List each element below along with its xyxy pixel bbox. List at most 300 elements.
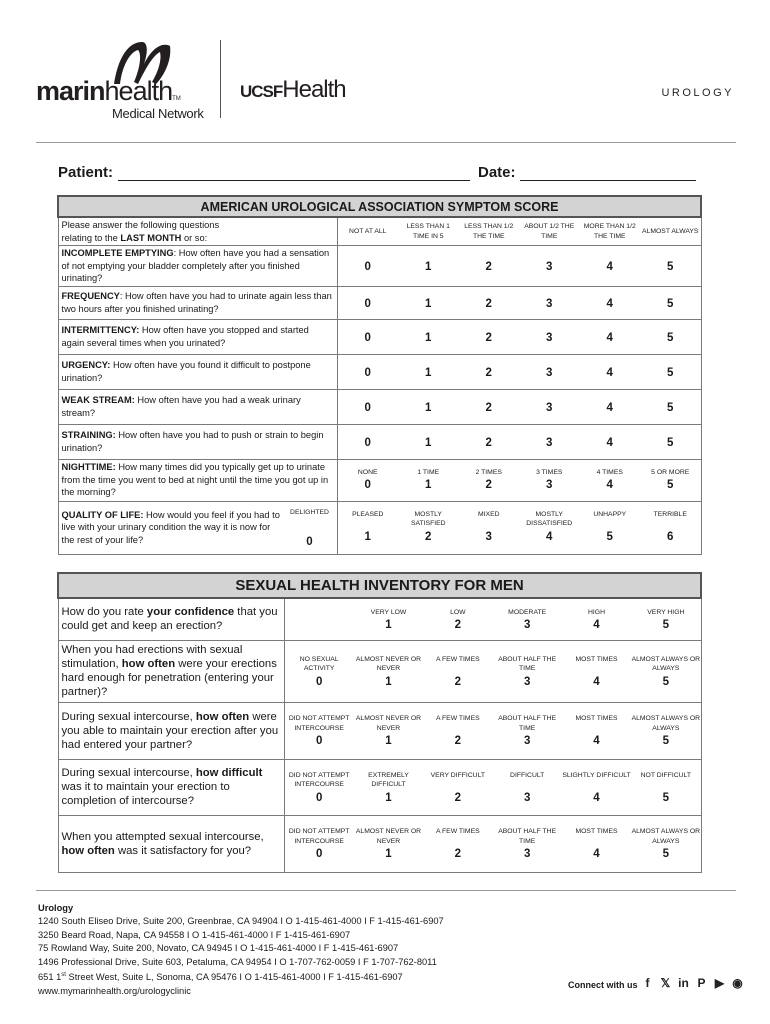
option-label: PLEASED — [352, 510, 384, 518]
option-label: A FEW TIMES — [435, 828, 480, 835]
question-body: During sexual intercourse, — [61, 710, 196, 723]
shim-question-row — [58, 702, 701, 759]
score-option[interactable] — [285, 709, 354, 752]
option-label: MOST TIMES — [575, 715, 618, 722]
option-label: LESS THAN 1/2 THE TIME — [464, 223, 514, 240]
question-body: How many times did you typically get up to urinate from the time you went to bed at night until the time you got up in the morning? — [61, 462, 329, 498]
youtube-icon[interactable]: ▶ — [714, 976, 725, 990]
score-options — [284, 702, 701, 759]
score-value: 1 — [385, 619, 392, 631]
score-option[interactable] — [580, 400, 641, 414]
option-label: ALMOST NEVER OR NEVER — [355, 715, 422, 732]
score-option[interactable] — [519, 259, 580, 273]
score-option[interactable] — [354, 766, 423, 809]
question-term: URGENCY: — [61, 360, 111, 370]
score-option[interactable] — [423, 709, 492, 752]
score-option[interactable] — [640, 259, 701, 273]
score-value: 4 — [593, 735, 600, 747]
option-header — [398, 222, 459, 241]
score-value: 3 — [546, 331, 553, 344]
aua-header-options — [337, 217, 701, 246]
option-label: 1 TIME — [417, 468, 440, 476]
aua-symptom-score-table — [57, 195, 702, 555]
score-value: 1 — [425, 260, 432, 273]
score-option[interactable] — [423, 605, 492, 635]
footer-divider — [36, 890, 736, 891]
podcast-icon[interactable]: ◉ — [732, 976, 743, 990]
option-label: MOST TIMES — [575, 828, 618, 835]
option-label: NOT AT ALL — [349, 227, 387, 235]
score-value: 3 — [485, 530, 492, 543]
facebook-icon[interactable]: f — [645, 976, 650, 990]
option-label: ALMOST ALWAYS OR ALWAYS — [631, 655, 701, 672]
score-value: 3 — [546, 297, 553, 310]
question-term: NIGHTTIME: — [61, 462, 116, 473]
score-option[interactable] — [459, 400, 520, 414]
question-emphasis: how difficult — [195, 767, 263, 779]
option-label: ALMOST NEVER OR NEVER — [355, 655, 422, 672]
partner-logo: UCSFHealth — [240, 76, 346, 103]
score-options — [284, 759, 701, 815]
score-value: 5 — [662, 675, 670, 688]
score-option[interactable] — [354, 822, 423, 865]
option-label: A FEW TIMES — [435, 655, 480, 663]
option-label: MIXED — [477, 510, 500, 518]
score-option[interactable] — [285, 766, 354, 809]
question-body: How do you rate — [61, 606, 147, 619]
option-label: DIFFICULT — [510, 771, 545, 779]
question-body: : How often have you had to urinate again less than two hours after you finished urinating? — [61, 291, 332, 314]
question-text — [58, 640, 284, 702]
score-option[interactable] — [631, 605, 700, 635]
score-value: 1 — [385, 848, 392, 860]
score-value: 2 — [485, 297, 492, 310]
score-value: 4 — [593, 848, 600, 860]
score-option[interactable] — [285, 822, 354, 865]
score-value: 5 — [662, 791, 670, 804]
option-label: DID NOT ATTEMPT INTERCOURSE — [288, 828, 350, 845]
option-label: VERY LOW — [370, 608, 407, 616]
score-option[interactable] — [519, 508, 580, 548]
score-value: 1 — [425, 297, 432, 310]
option-label: UNHAPPY — [593, 510, 627, 518]
score-value: 4 — [606, 366, 613, 379]
shim-title: SEXUAL HEALTH INVENTORY FOR MEN — [58, 573, 701, 598]
question-emphasis: how often — [195, 710, 250, 723]
address-line: 651 1st Street West, Suite L, Sonoma, CA 95476 I O 1-415-461-4000 I F 1-415-461-6907 — [38, 972, 403, 983]
option-label: ABOUT HALF THE TIME — [498, 655, 557, 672]
score-option[interactable] — [640, 296, 701, 310]
score-value: 2 — [454, 619, 462, 631]
score-value: 4 — [606, 436, 613, 449]
aua-question-row — [58, 319, 701, 354]
question-body: During sexual intercourse, — [61, 767, 196, 779]
score-option[interactable] — [631, 822, 700, 865]
score-value: 2 — [425, 530, 432, 543]
score-value: 5 — [667, 436, 674, 449]
score-option[interactable] — [519, 400, 580, 414]
question-body: was it satisfactory for you? — [114, 844, 252, 857]
score-option[interactable] — [338, 465, 399, 496]
score-option[interactable] — [562, 766, 631, 809]
aua-question-row — [58, 389, 701, 424]
option-label: ALMOST ALWAYS — [642, 227, 699, 235]
score-value: 5 — [667, 260, 674, 273]
address-line: 1240 South Eliseo Drive, Suite 200, Greenbrae, CA 94904 I O 1-415-461-4000 I F 1-415-461-6907 — [38, 916, 444, 927]
score-option[interactable] — [580, 330, 641, 344]
score-option[interactable] — [562, 605, 631, 635]
score-option[interactable] — [562, 709, 631, 752]
footer-addresses — [38, 902, 444, 998]
score-value: 3 — [523, 735, 531, 747]
score-value: 1 — [425, 331, 432, 344]
score-option[interactable] — [519, 435, 580, 449]
score-value: 5 — [667, 479, 674, 492]
option-label: MOST TIMES — [575, 655, 618, 663]
option-label: 2 TIMES — [475, 468, 502, 476]
option-label: LESS THAN 1 TIME IN 5 — [406, 223, 450, 240]
score-option[interactable] — [354, 709, 423, 752]
score-value: 4 — [606, 331, 613, 344]
question-body: How would you feel if you had to live with your urinary condition the way it is now for the rest of your life? — [61, 509, 280, 545]
question-text — [58, 354, 337, 389]
score-option[interactable] — [398, 400, 459, 414]
shim-question-row — [58, 815, 701, 872]
score-value: 0 — [364, 436, 371, 449]
score-value: 3 — [546, 260, 553, 273]
brand-subtitle: Medical Network — [112, 106, 204, 121]
score-value: 0 — [364, 401, 371, 414]
aua-intro: Please answer the following questions relating to the LAST MONTH or so: — [58, 217, 337, 246]
question-body: were you able to maintain your erection after you had entered your partner? — [61, 710, 279, 751]
score-option[interactable] — [423, 822, 492, 865]
score-option[interactable] — [398, 365, 459, 379]
score-value: 2 — [485, 366, 492, 379]
score-option[interactable] — [398, 296, 459, 310]
department-label: UROLOGY — [661, 87, 734, 99]
option-label: MODERATE — [508, 608, 547, 616]
address-line: 75 Rowland Way, Suite 200, Novato, CA 94945 I O 1-415-461-4000 I F 1-415-461-6907 — [38, 943, 399, 954]
aua-question-row — [58, 424, 701, 459]
question-text — [58, 459, 337, 501]
score-option[interactable] — [459, 365, 520, 379]
aua-quality-row — [58, 501, 701, 554]
score-value: 1 — [385, 791, 392, 804]
score-value: 0 — [315, 735, 323, 747]
question-body: How often have you had to push or strain to begin urination? — [61, 430, 324, 453]
twitter-icon[interactable]: 𝕏 — [660, 976, 671, 990]
option-label: 3 TIMES — [536, 468, 563, 476]
score-option[interactable] — [423, 766, 492, 809]
score-value: 2 — [454, 675, 462, 688]
score-value: 3 — [523, 848, 531, 860]
score-options — [284, 598, 701, 640]
aua-nighttime-row — [58, 459, 701, 501]
option-label: A FEW TIMES — [435, 715, 480, 722]
question-text — [58, 424, 337, 459]
question-text — [58, 759, 284, 815]
question-body: How often have you stopped and started again several times when you urinated? — [61, 325, 309, 348]
score-option[interactable] — [519, 330, 580, 344]
brand-wordmark: marinhealthTM — [36, 76, 181, 106]
question-text — [58, 389, 337, 424]
score-option[interactable] — [580, 465, 641, 496]
score-option[interactable] — [580, 508, 641, 548]
option-label: ABOUT HALF THE TIME — [498, 828, 557, 845]
score-option[interactable] — [459, 465, 520, 496]
score-option[interactable] — [640, 435, 701, 449]
score-value: 0 — [364, 260, 371, 273]
option-header — [640, 222, 701, 241]
score-value: 1 — [385, 735, 392, 747]
score-value: 0 — [364, 331, 371, 344]
score-option[interactable] — [423, 650, 492, 693]
score-value: 1 — [364, 530, 371, 543]
score-option[interactable] — [519, 296, 580, 310]
score-value: 2 — [454, 791, 462, 804]
option-label: HIGH — [587, 608, 605, 616]
score-option — [285, 605, 354, 635]
score-value: 1 — [425, 436, 432, 449]
score-value: 5 — [667, 297, 674, 310]
option-label: SLIGHTLY DIFFICULT — [562, 771, 631, 779]
score-option[interactable] — [493, 822, 562, 865]
shim-table — [57, 572, 702, 873]
question-term: QUALITY OF LIFE: — [61, 509, 144, 520]
patient-field[interactable] — [118, 180, 470, 181]
score-option[interactable] — [459, 259, 520, 273]
score-value: 5 — [606, 530, 613, 543]
date-field[interactable] — [520, 180, 696, 181]
option-label: DID NOT ATTEMPT INTERCOURSE — [288, 715, 350, 732]
score-option[interactable] — [285, 650, 354, 693]
option-label: MOSTLY SATISFIED — [410, 510, 446, 527]
score-options — [337, 459, 701, 501]
linkedin-icon[interactable]: in — [678, 976, 689, 990]
option-label: ABOUT HALF THE TIME — [498, 715, 557, 732]
score-option[interactable] — [398, 508, 459, 548]
question-text — [58, 501, 337, 554]
option-label: NONE — [357, 468, 378, 476]
aua-question-row — [58, 286, 701, 319]
score-option[interactable] — [338, 508, 399, 548]
header-divider — [36, 142, 736, 143]
score-option[interactable] — [338, 259, 399, 273]
score-value: 5 — [667, 331, 674, 344]
option-label: 4 TIMES — [596, 468, 623, 476]
pinterest-icon[interactable]: P — [697, 976, 706, 990]
score-value: 5 — [662, 735, 670, 747]
score-option[interactable] — [354, 605, 423, 635]
option-label: NOT DIFFICULT — [640, 771, 691, 779]
option-label: NO SEXUAL ACTIVITY — [299, 655, 339, 672]
question-emphasis: how often — [121, 658, 176, 670]
score-value: 2 — [485, 401, 492, 414]
option-label: DID NOT ATTEMPT INTERCOURSE — [288, 771, 350, 788]
score-option[interactable] — [631, 766, 700, 809]
score-option[interactable] — [493, 605, 562, 635]
score-value: 3 — [523, 619, 531, 631]
score-option[interactable] — [459, 435, 520, 449]
score-value: 4 — [606, 297, 613, 310]
score-value: 0 — [364, 366, 371, 379]
score-option[interactable] — [562, 822, 631, 865]
option-header — [459, 222, 520, 241]
score-option[interactable] — [580, 435, 641, 449]
aua-title: AMERICAN UROLOGICAL ASSOCIATION SYMPTOM SCORE — [58, 196, 701, 217]
social-links — [640, 976, 745, 991]
option-label: MOSTLY DISSATISFIED — [526, 510, 573, 527]
score-option[interactable] — [519, 465, 580, 496]
option-label: VERY DIFFICULT — [430, 771, 486, 779]
score-value: 0 — [364, 297, 371, 310]
score-option[interactable] — [493, 766, 562, 809]
score-option[interactable] — [631, 650, 700, 693]
score-option[interactable] — [338, 296, 399, 310]
score-value: 4 — [606, 401, 613, 414]
question-text — [58, 702, 284, 759]
score-option[interactable] — [338, 435, 399, 449]
score-value: 0 — [306, 536, 313, 548]
option-label: TERRIBLE — [653, 510, 687, 518]
question-term: FREQUENCY — [61, 291, 120, 301]
score-options — [337, 389, 701, 424]
date-label: Date: — [478, 164, 516, 181]
score-value: 3 — [546, 436, 553, 449]
score-value: 2 — [454, 848, 462, 860]
shim-question-row — [58, 759, 701, 815]
score-option[interactable] — [283, 502, 337, 554]
score-option[interactable] — [493, 709, 562, 752]
question-body: When you had erections with sexual stimulation, — [61, 644, 243, 670]
score-value: 2 — [485, 479, 492, 492]
score-option[interactable] — [519, 365, 580, 379]
question-term: INCOMPLETE EMPTYING — [61, 248, 174, 258]
question-text — [58, 286, 337, 319]
score-option[interactable] — [640, 365, 701, 379]
address-line: 3250 Beard Road, Napa, CA 94558 I O 1-415-461-4000 I F 1-415-461-6907 — [38, 929, 351, 940]
option-label: 5 OR MORE — [651, 468, 690, 476]
score-value: 3 — [546, 479, 553, 492]
score-options — [284, 815, 701, 872]
score-value: 3 — [546, 366, 553, 379]
score-option[interactable] — [338, 330, 399, 344]
option-label: ALMOST NEVER OR NEVER — [355, 828, 422, 845]
score-value: 1 — [425, 479, 432, 492]
address-line: 1496 Professional Drive, Suite 603, Petaluma, CA 94954 I O 1-707-762-0059 I F 1-707-762-8011 — [38, 956, 437, 967]
score-option[interactable] — [580, 296, 641, 310]
score-value: 4 — [606, 260, 613, 273]
score-value: 5 — [662, 848, 670, 860]
question-text — [58, 246, 337, 287]
option-label: DELIGHTED — [290, 508, 329, 516]
score-option[interactable] — [338, 365, 399, 379]
score-option[interactable] — [562, 650, 631, 693]
score-value: 1 — [425, 401, 432, 414]
score-value: 1 — [425, 366, 432, 379]
score-value: 3 — [546, 401, 553, 414]
score-value: 4 — [606, 479, 613, 492]
score-value: 4 — [546, 530, 553, 543]
score-value: 5 — [667, 401, 674, 414]
score-option[interactable] — [459, 508, 520, 548]
shim-question-row — [58, 640, 701, 702]
option-header — [580, 222, 641, 241]
score-value: 0 — [315, 848, 323, 860]
question-emphasis: how often — [61, 844, 115, 857]
option-label: ABOUT 1/2 THE TIME — [524, 223, 575, 240]
question-text — [58, 319, 337, 354]
score-option[interactable] — [580, 259, 641, 273]
score-option[interactable] — [338, 400, 399, 414]
score-value: 4 — [593, 791, 600, 804]
score-value: 6 — [667, 530, 674, 543]
score-options — [337, 319, 701, 354]
score-option[interactable] — [459, 330, 520, 344]
question-body: that you could get and keep an erection? — [61, 606, 278, 633]
score-option[interactable] — [398, 465, 459, 496]
score-value: 1 — [385, 675, 392, 688]
score-value: 3 — [523, 675, 531, 688]
score-options — [337, 286, 701, 319]
question-term: INTERMITTENCY: — [61, 325, 140, 335]
score-option[interactable] — [640, 400, 701, 414]
score-option[interactable] — [631, 709, 700, 752]
score-option[interactable] — [398, 435, 459, 449]
score-option[interactable] — [398, 259, 459, 273]
score-option[interactable] — [640, 465, 701, 496]
question-body: : How often have you had a sensation of not emptying your bladder completely after you finished urinating? — [61, 248, 330, 283]
footer-heading: Urology — [38, 903, 74, 913]
patient-label: Patient: — [58, 164, 114, 181]
score-value: 2 — [485, 331, 492, 344]
aua-question-row — [58, 246, 701, 287]
score-option[interactable] — [640, 508, 701, 548]
logo-divider — [220, 40, 221, 118]
score-option[interactable] — [398, 330, 459, 344]
question-body: How often have you found it difficult to postpone urination? — [61, 360, 311, 383]
score-option[interactable] — [493, 650, 562, 693]
question-body: When you attempted sexual intercourse, — [61, 830, 264, 843]
score-value: 4 — [593, 675, 600, 688]
question-term: STRAINING: — [61, 430, 116, 440]
score-option[interactable] — [354, 650, 423, 693]
score-value: 0 — [315, 675, 323, 688]
score-option[interactable] — [580, 365, 641, 379]
shim-question-row — [58, 598, 701, 640]
score-options — [284, 640, 701, 702]
score-value: 0 — [364, 479, 371, 492]
website-link[interactable]: www.mymarinhealth.org/urologyclinic — [38, 985, 191, 996]
question-emphasis: your confidence — [146, 606, 235, 619]
score-value: 2 — [485, 260, 492, 273]
score-options — [337, 424, 701, 459]
option-header — [338, 222, 399, 241]
score-option[interactable] — [459, 296, 520, 310]
option-label: LOW — [450, 608, 466, 616]
question-body: How often have you had a weak urinary stream? — [61, 395, 301, 418]
score-option[interactable] — [640, 330, 701, 344]
score-value: 0 — [315, 791, 323, 804]
score-options — [337, 246, 701, 287]
option-label: EXTREMELY DIFFICULT — [368, 771, 409, 788]
connect-label: Connect with us — [568, 980, 638, 990]
question-text — [58, 815, 284, 872]
score-value: 3 — [523, 791, 531, 804]
aua-question-row — [58, 354, 701, 389]
score-options — [337, 501, 701, 554]
score-value: 2 — [485, 436, 492, 449]
